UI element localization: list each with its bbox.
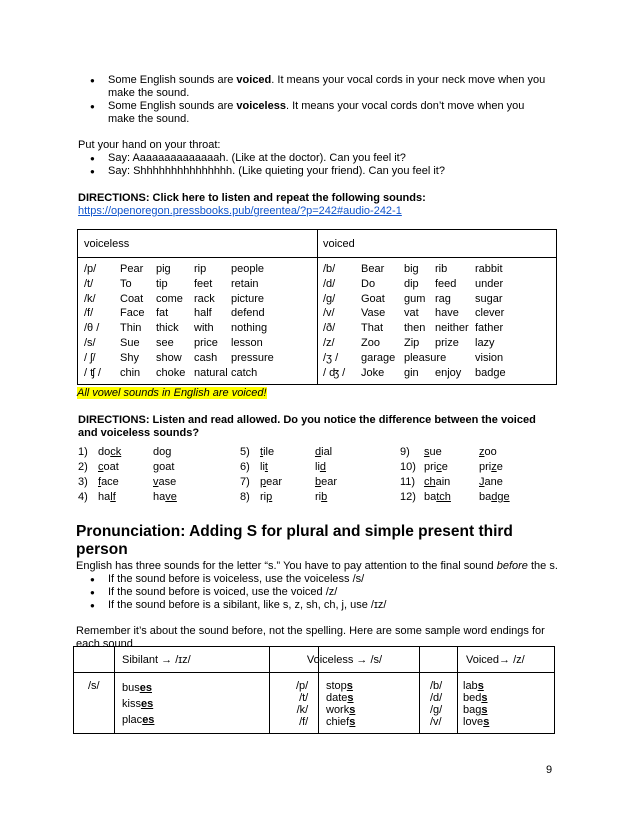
example-word: dip <box>404 277 419 290</box>
example-word: Vase <box>361 307 386 320</box>
voiced-word <box>315 476 337 489</box>
example-word: vat <box>404 307 419 320</box>
example-word: pressure <box>231 351 274 364</box>
target-sound: f <box>98 476 102 488</box>
word-part: ri <box>315 491 322 503</box>
voiced-words <box>463 680 489 728</box>
example-word: Sue <box>120 337 140 349</box>
voicing-bullets <box>78 74 548 126</box>
rule-item: ● If the sound before is voiceless, use the voiceless /s/ <box>78 573 566 586</box>
word-part: ba <box>424 491 437 503</box>
bullet-text: Some English sounds are <box>108 100 237 112</box>
ipa-symbol: /b/ <box>430 680 443 692</box>
word-part: ane <box>484 476 503 488</box>
bullet-item <box>78 74 548 100</box>
word-part: ue <box>429 446 442 458</box>
bullet-text: . It means your vocal cords don’t move when you make the sound. <box>108 100 525 125</box>
word-part: do <box>153 446 166 458</box>
throat-list <box>78 152 548 178</box>
bullet-keyword: voiceless <box>236 100 286 112</box>
example-word: Shy <box>120 351 139 364</box>
target-sound: t <box>264 461 268 473</box>
sounds-table <box>77 229 557 385</box>
example-word: vision <box>475 351 504 364</box>
example-word: Face <box>120 307 145 320</box>
pair-number: 6) <box>240 461 250 473</box>
target-sound: b <box>315 476 322 488</box>
header-sibilant: Sibilant → /ɪz/ <box>122 654 191 666</box>
example-word <box>122 712 154 728</box>
throat-instruction: Put your hand on your throat: <box>78 139 221 151</box>
ipa-symbol: /t/ <box>84 277 94 290</box>
example-word <box>326 716 355 728</box>
ipa-symbol: /ʒ / <box>323 351 339 364</box>
voiceless-word <box>260 461 268 474</box>
ipa-symbol: /ð/ <box>323 322 336 335</box>
word-stem: bag <box>463 704 482 716</box>
voiced-word <box>153 446 171 459</box>
bullet-text: . It means your vocal cords in your neck move when you make the sound. <box>108 74 546 99</box>
voiced-word <box>153 461 174 474</box>
voiceless-word <box>424 446 442 459</box>
voiceless-words <box>326 680 355 728</box>
voiceless-word <box>260 476 282 489</box>
example-word: cash <box>194 351 218 364</box>
word-stem: kiss <box>122 698 141 710</box>
word-ending: s <box>483 716 490 728</box>
voiced-word <box>315 446 332 459</box>
example-word: see <box>156 337 174 349</box>
voiceless-word <box>260 491 272 504</box>
voiceless-word <box>98 446 121 459</box>
example-word <box>326 680 355 692</box>
word-stem: love <box>463 716 484 728</box>
target-sound: c <box>436 461 442 473</box>
word-part: oat <box>103 461 119 473</box>
ipa-symbol: /b/ <box>323 263 336 275</box>
ipa-symbol: /p/ <box>296 680 309 692</box>
voiced-word <box>479 476 503 489</box>
sibilant-words <box>122 680 154 728</box>
example-word: rabbit <box>475 263 503 275</box>
example-word: half <box>194 307 212 320</box>
example-word <box>326 692 355 704</box>
example-word: prize <box>435 337 459 349</box>
example-word: pleasure <box>404 351 447 364</box>
directions-listen <box>78 192 558 218</box>
target-sound: ve <box>165 491 177 503</box>
voiced-word <box>153 476 176 489</box>
voiced-word <box>315 461 326 474</box>
pair-number: 8) <box>240 491 250 503</box>
ipa-symbol: /f/ <box>299 716 309 728</box>
pair-number: 10) <box>400 461 416 473</box>
ipa-symbol: /v/ <box>430 716 442 728</box>
ipa-symbol: /k/ <box>296 704 309 716</box>
target-sound: ck <box>110 446 122 458</box>
ipa-symbol: / ʃ/ <box>84 351 96 364</box>
example-word: That <box>361 322 384 335</box>
word-ending: s <box>349 704 356 716</box>
example-word: rack <box>194 292 215 305</box>
target-sound: ch <box>424 476 436 488</box>
word-stem: chief <box>326 716 350 728</box>
pair-number: 4) <box>78 491 88 503</box>
target-sound: lf <box>110 491 116 503</box>
example-word: retain <box>231 277 259 290</box>
example-word: nothing <box>231 322 268 335</box>
word-ending: s <box>477 680 484 692</box>
example-word: gin <box>404 366 419 379</box>
example-word: price <box>194 337 218 349</box>
vowel-note-text: All vowel sounds in English are voiced! <box>77 387 267 399</box>
example-word: garage <box>361 351 396 364</box>
target-sound: g <box>165 446 172 458</box>
voiceless-word <box>424 461 448 474</box>
minimal-pairs <box>78 446 558 506</box>
target-sound: z <box>479 446 485 458</box>
example-word: Coat <box>120 292 144 305</box>
target-sound: s <box>424 446 430 458</box>
audio-link[interactable]: https://openoregon.pressbooks.pub/greentea/?p=242#audio-242-1 <box>78 205 402 217</box>
page-number: 9 <box>546 764 553 776</box>
ipa-symbol: /g/ <box>430 704 443 716</box>
pair-number: 1) <box>78 446 88 458</box>
word-part: ain <box>435 476 451 488</box>
ipa-symbol: /p/ <box>84 263 97 275</box>
voiced-word <box>479 446 497 459</box>
ipa-symbol: /d/ <box>430 692 443 704</box>
example-word: defend <box>231 307 265 320</box>
target-sound: g <box>153 461 160 473</box>
rules-list <box>78 573 566 612</box>
ipa-symbol: /g/ <box>323 292 336 305</box>
voiceless-word <box>98 476 119 489</box>
example-word: thick <box>156 322 179 335</box>
example-word: people <box>231 263 265 275</box>
example-word: choke <box>156 366 186 379</box>
throat-item: ● Say: Shhhhhhhhhhhhhhh. (Like quieting your friend). Can you feel it? <box>78 165 548 178</box>
voiceless-word <box>260 446 274 459</box>
target-sound: t <box>260 446 264 458</box>
word-part: li <box>260 461 265 473</box>
example-word: pig <box>156 263 171 275</box>
example-word: To <box>120 277 132 290</box>
example-word <box>122 696 154 712</box>
pronunciation-paragraph: English has three sounds for the letter “s.” You have to pay attention to the final sound before the s. <box>76 560 558 572</box>
ipa-symbol: /v/ <box>323 307 335 320</box>
word-stem: date <box>326 692 348 704</box>
bullet-item <box>78 100 548 126</box>
voiced-word <box>153 491 177 504</box>
pair-number: 2) <box>78 461 88 473</box>
header-voiceless: voiceless <box>84 238 130 250</box>
example-word: feed <box>435 277 457 290</box>
ipa-symbol: /z/ <box>323 337 335 349</box>
example-word: lazy <box>475 337 495 349</box>
target-sound: J <box>479 476 485 488</box>
pair-number: 9) <box>400 446 410 458</box>
pair-number: 3) <box>78 476 88 488</box>
target-sound: v <box>153 476 159 488</box>
target-sound: p <box>260 476 267 488</box>
example-word: lesson <box>231 337 263 349</box>
example-word: Do <box>361 277 376 290</box>
example-word: tip <box>156 277 168 290</box>
bullet-text: Some English sounds are <box>108 74 237 86</box>
remember-text: Remember it’s about the sound before, not the spelling. Here are some sample word endings for each sound <box>76 625 545 650</box>
target-sound: p <box>266 491 273 503</box>
word-part: ial <box>321 446 333 458</box>
example-word: big <box>404 263 419 275</box>
word-part: oo <box>484 446 497 458</box>
target-sound: z <box>491 461 497 473</box>
voiced-word <box>479 461 503 474</box>
rule-item: ● If the sound before is a sibilant, like s, z, sh, ch, j, use /ɪz/ <box>78 599 566 612</box>
example-word: Bear <box>361 263 385 275</box>
example-word: under <box>475 277 504 290</box>
word-part: pri <box>479 461 492 473</box>
example-word: feet <box>194 277 213 290</box>
word-part: pri <box>424 461 437 473</box>
example-word: natural <box>194 366 228 379</box>
voiceless-word <box>98 461 119 474</box>
word-part: ace <box>101 476 119 488</box>
ipa-symbol: /k/ <box>84 292 96 305</box>
word-part: li <box>315 461 320 473</box>
example-word <box>463 716 489 728</box>
ipa-symbol: /θ / <box>84 322 100 335</box>
word-part: ha <box>153 491 166 503</box>
pair-number: 11) <box>400 476 416 488</box>
directions-read-text: DIRECTIONS: Listen and read allowed. Do you notice the difference between the voiced and voiceless sounds? <box>78 414 536 439</box>
sibilant-sound: /s/ <box>88 680 100 692</box>
directions-title: DIRECTIONS: Click here to listen and repeat the following sounds: <box>78 192 426 204</box>
example-word <box>326 704 355 716</box>
example-word: picture <box>231 292 265 305</box>
target-sound: d <box>319 461 327 473</box>
word-part: e <box>441 461 448 473</box>
example-word <box>463 680 489 692</box>
example-word: come <box>156 292 183 305</box>
ipa-symbol: /t/ <box>299 692 309 704</box>
word-part: ha <box>98 491 111 503</box>
example-word <box>463 692 489 704</box>
word-ending: s <box>349 716 356 728</box>
vowel-note <box>77 387 267 400</box>
example-word: have <box>435 307 459 320</box>
throat-item: ● Say: Aaaaaaaaaaaaaah. (Like at the doctor). Can you feel it? <box>78 152 548 165</box>
word-part: ase <box>158 476 177 488</box>
word-ending: s <box>346 680 353 692</box>
ipa-symbol: /f/ <box>84 307 94 320</box>
pair-number: 12) <box>400 491 416 503</box>
intro-section <box>78 74 548 178</box>
word-ending: s <box>481 704 488 716</box>
example-word: rag <box>435 292 451 305</box>
example-word: fat <box>156 307 169 320</box>
example-word: neither <box>435 322 469 335</box>
word-part: e <box>496 461 503 473</box>
example-word: show <box>156 351 182 364</box>
example-word: Joke <box>361 366 385 379</box>
word-stem: plac <box>122 714 143 726</box>
word-ending: es <box>142 714 155 726</box>
example-word: rip <box>194 263 207 275</box>
voiced-word <box>315 491 327 504</box>
target-sound: d <box>315 446 322 458</box>
word-ending: s <box>481 692 488 704</box>
example-word <box>463 704 489 716</box>
example-word: sugar <box>475 292 503 305</box>
word-stem: bus <box>122 682 140 694</box>
word-stem: bed <box>463 692 482 704</box>
bullet-keyword: voiced <box>236 74 272 86</box>
word-part: ri <box>260 491 267 503</box>
example-word: chin <box>120 366 141 379</box>
pronunciation-section <box>76 523 566 651</box>
header-voiced: Voiced→ /z/ <box>466 654 525 666</box>
example-word: then <box>404 322 426 335</box>
example-word: Pear <box>120 263 144 275</box>
word-ending: es <box>140 698 154 710</box>
ipa-symbol: / ʧ / <box>84 366 101 379</box>
ipa-symbol: /s/ <box>84 337 96 349</box>
word-part: ile <box>263 446 275 458</box>
pair-number: 5) <box>240 446 250 458</box>
voiceless-word <box>424 476 450 489</box>
voiceless-word <box>98 491 116 504</box>
example-word: gum <box>404 292 426 305</box>
target-sound: b <box>321 491 328 503</box>
endings-table <box>73 646 555 734</box>
example-word: Goat <box>361 292 385 305</box>
ipa-symbol: /d/ <box>323 277 336 290</box>
example-word: with <box>194 322 214 335</box>
word-stem: stop <box>326 680 347 692</box>
rule-item: ● If the sound before is voiced, use the voiced /z/ <box>78 586 566 599</box>
example-word: father <box>475 322 504 335</box>
word-stem: lab <box>463 680 478 692</box>
directions-read <box>78 414 558 440</box>
example-word: badge <box>475 366 506 379</box>
header-voiceless: Voiceless → /s/ <box>306 654 383 666</box>
target-sound: tch <box>436 491 451 503</box>
example-word <box>122 680 154 696</box>
word-part: oat <box>159 461 175 473</box>
word-part: ear <box>266 476 283 488</box>
word-part: ba <box>479 491 492 503</box>
example-word: catch <box>231 366 258 379</box>
example-word: Zoo <box>361 337 380 349</box>
example-word: enjoy <box>435 366 462 379</box>
word-part: do <box>98 446 111 458</box>
pair-number: 7) <box>240 476 250 488</box>
example-word: rib <box>435 263 448 275</box>
word-stem: work <box>326 704 350 716</box>
word-part: ear <box>321 476 338 488</box>
target-sound: dge <box>491 491 510 503</box>
example-word: clever <box>475 307 505 320</box>
voiced-word <box>479 491 510 504</box>
example-word: Thin <box>120 322 142 335</box>
target-sound: c <box>98 461 104 473</box>
pronunciation-heading: Pronunciation: Adding S for plural and simple present third person <box>76 523 513 558</box>
voiceless-sounds <box>296 680 308 728</box>
voiced-sounds <box>430 680 442 728</box>
voiceless-word <box>424 491 451 504</box>
header-voiced: voiced <box>323 238 355 250</box>
word-ending: s <box>347 692 354 704</box>
word-ending: es <box>139 682 152 694</box>
example-word: Zip <box>404 337 420 349</box>
ipa-symbol: / ʤ / <box>323 366 346 379</box>
